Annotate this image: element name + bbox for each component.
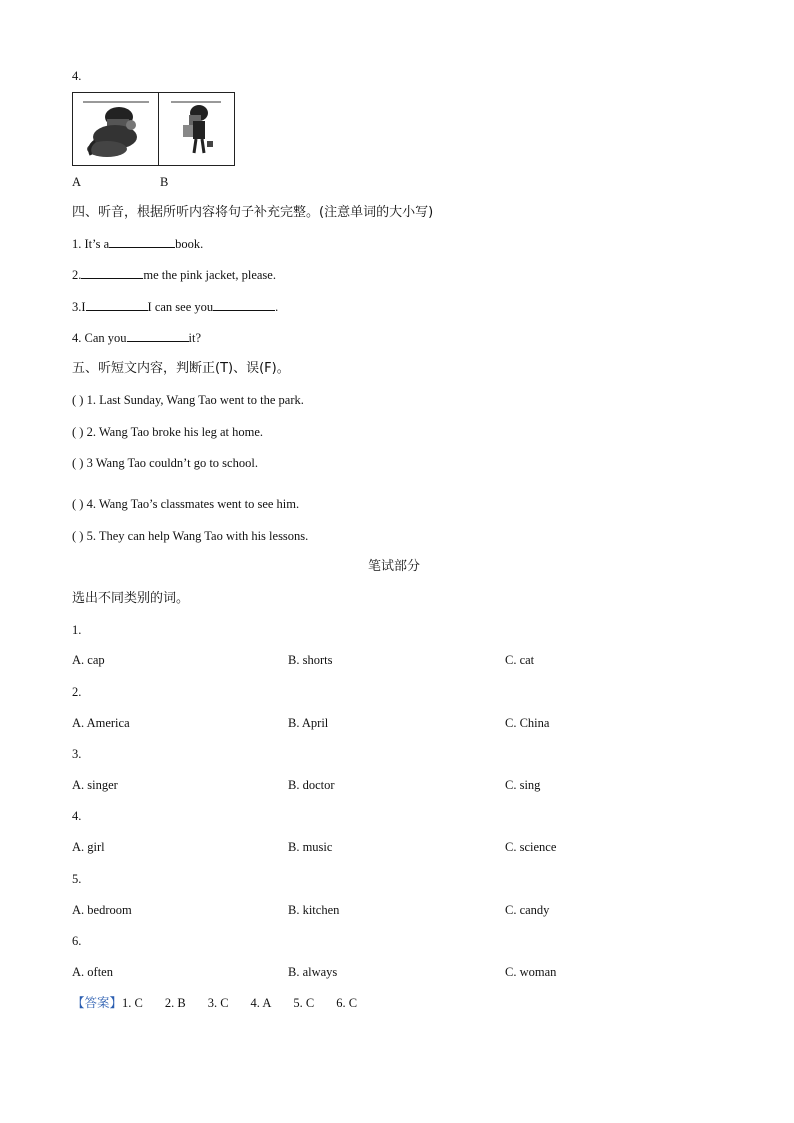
question-options — [72, 964, 722, 980]
fill-item-text: . — [275, 300, 279, 314]
fill-item-text: 3.I — [72, 300, 86, 314]
fill-item-4 — [72, 330, 201, 346]
answer-item: 1. C — [122, 996, 143, 1010]
picture-b-girl-image — [163, 97, 229, 161]
fill-item-text: book. — [175, 237, 204, 251]
question-options — [72, 652, 722, 668]
written-part-title: 笔试部分 — [368, 559, 421, 574]
option-a: A. often — [72, 965, 113, 979]
answer-item: 3. C — [207, 996, 229, 1010]
question-number: 1. — [72, 623, 82, 637]
fill-item-1 — [72, 236, 203, 252]
option-a: A. singer — [72, 778, 118, 792]
question-options — [72, 839, 722, 855]
tf-item-4 — [72, 496, 299, 512]
question-options — [72, 902, 722, 918]
question-number: 4. — [72, 69, 82, 83]
section-4-title: 四、听音，根据所听内容将句子补充完整。(注意单词的大小写) — [72, 205, 434, 220]
answer-blank — [213, 299, 275, 311]
tf-item-text: 1. Last Sunday, Wang Tao went to the park. — [86, 393, 304, 407]
answer-parentheses: ( ) — [72, 425, 84, 439]
question-number: 6. — [72, 934, 82, 948]
question-number: 5. — [72, 872, 82, 886]
fill-item-text: me the pink jacket, please. — [143, 268, 276, 282]
fill-item-text: it? — [188, 331, 202, 345]
option-b: B. April — [288, 716, 329, 730]
picture-frame — [72, 92, 235, 166]
answer-parentheses: ( ) — [72, 393, 84, 407]
picture-divider — [158, 93, 159, 165]
option-b: B. doctor — [288, 778, 335, 792]
option-b-label: B — [160, 175, 169, 189]
written-instruction: 选出不同类别的词。 — [72, 591, 190, 606]
tf-item-text: 5. They can help Wang Tao with his lessons. — [86, 529, 309, 543]
answer-item: 5. C — [293, 996, 315, 1010]
question-number: 4. — [72, 809, 82, 823]
question-options — [72, 715, 722, 731]
tf-item-2 — [72, 424, 263, 440]
answer-item: 6. C — [336, 996, 358, 1010]
option-b: B. music — [288, 840, 333, 854]
section-5-title: 五、听短文内容，判断正(T)、误(F)。 — [72, 361, 290, 376]
option-a: A. cap — [72, 653, 105, 667]
option-a: A. girl — [72, 840, 105, 854]
option-c: C. candy — [505, 903, 550, 917]
option-a-label: A — [72, 175, 82, 189]
picture-a-person-lying-image — [77, 97, 155, 161]
fill-item-2 — [72, 267, 276, 283]
answer-blank — [81, 267, 143, 279]
answer-blank — [127, 330, 189, 342]
fill-item-3 — [72, 299, 278, 315]
fill-item-text: 4. Can you — [72, 331, 127, 345]
tf-item-3 — [72, 455, 258, 471]
option-b: B. shorts — [288, 653, 333, 667]
question-number: 3. — [72, 747, 82, 761]
answer-parentheses: ( ) — [72, 529, 84, 543]
answer-tag: 【答案】 — [72, 995, 123, 1010]
answer-parentheses: ( ) — [72, 456, 84, 470]
option-c: C. science — [505, 840, 557, 854]
option-c: C. sing — [505, 778, 541, 792]
answer-item: 2. B — [164, 996, 186, 1010]
option-b: B. always — [288, 965, 338, 979]
answer-key — [72, 995, 722, 1011]
option-c: C. cat — [505, 653, 535, 667]
fill-item-text: 2. — [72, 268, 82, 282]
fill-item-text: 1. It’s a — [72, 237, 110, 251]
option-b: B. kitchen — [288, 903, 340, 917]
option-c: C. woman — [505, 965, 557, 979]
question-number: 2. — [72, 685, 82, 699]
option-c: C. China — [505, 716, 550, 730]
answer-blank — [109, 236, 175, 248]
answer-blank — [86, 299, 148, 311]
tf-item-1 — [72, 392, 304, 408]
fill-item-text: I can see you — [147, 300, 214, 314]
tf-item-5 — [72, 528, 308, 544]
tf-item-text: 4. Wang Tao’s classmates went to see him. — [86, 497, 300, 511]
option-a: A. America — [72, 716, 130, 730]
option-a: A. bedroom — [72, 903, 132, 917]
question-options — [72, 777, 722, 793]
answer-item: 4. A — [250, 996, 272, 1010]
tf-item-text: 3 Wang Tao couldn’t go to school. — [86, 456, 258, 470]
tf-item-text: 2. Wang Tao broke his leg at home. — [86, 425, 264, 439]
answer-parentheses: ( ) — [72, 497, 84, 511]
